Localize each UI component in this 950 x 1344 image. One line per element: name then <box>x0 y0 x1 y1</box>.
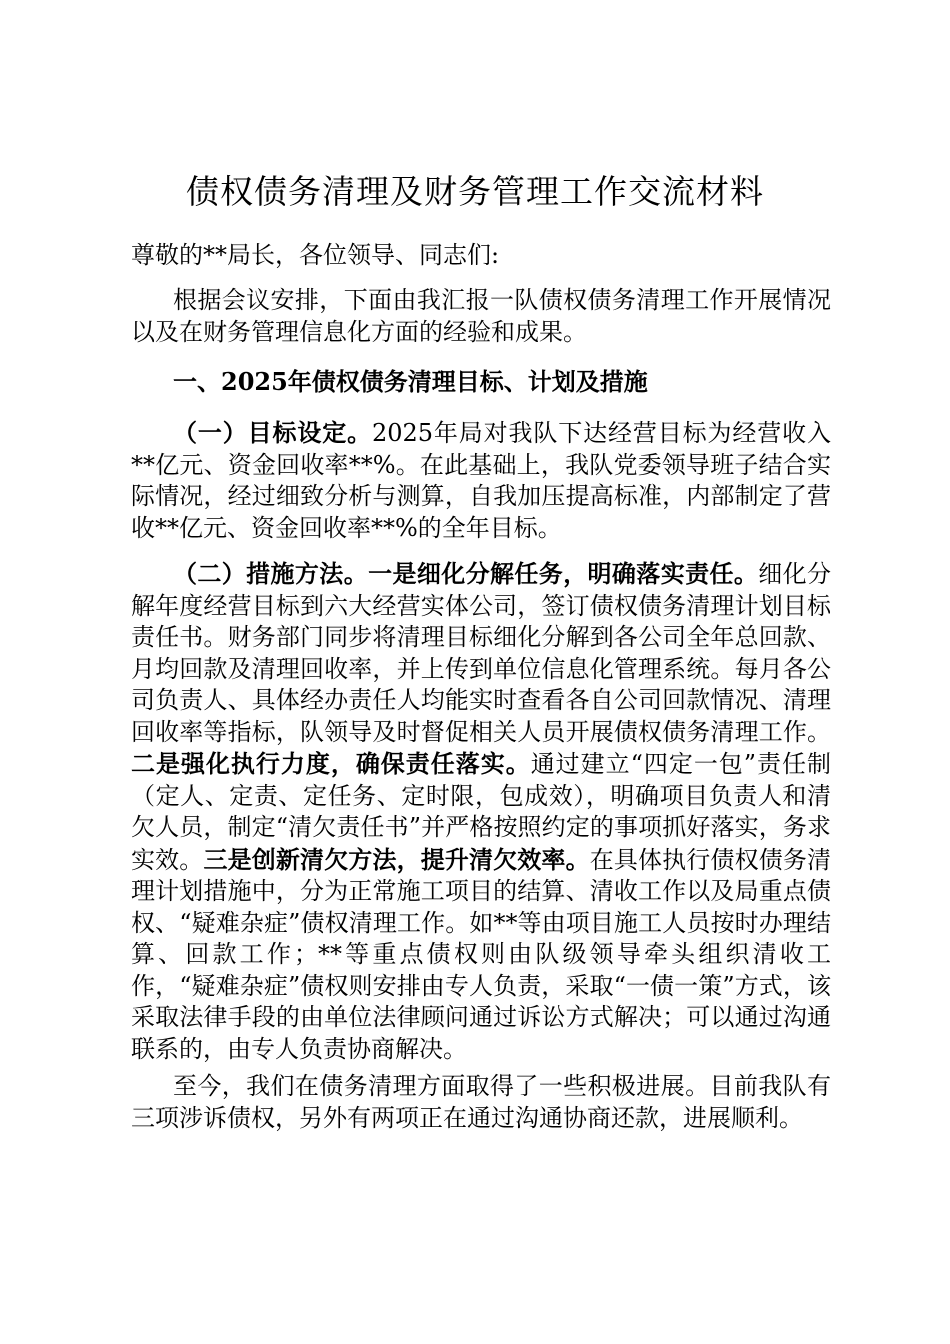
measure-point-2-body: 通过建立“四定一包”责任制（定人、定责、定任务、定时限，包成效），明确项目负责人和清欠人员，制定“清欠责任书”并严格按照约定的事项抓好落实，务求实效。 <box>131 750 831 874</box>
measure-point-1-body: 细化分解年度经营目标到六大经营实体公司，签订债权债务清理计划目标责任书。财务部门同步将清理目标细化分解到各公司全年总回款、月均回款及清理回收率，并上传到单位信息化管理系统。每月各公司负责人、具体经办责任人均能实时查看各自公司回款情况、清理回收率等指标，队领导及时督促相关人员开展债权债务清理工作。 <box>131 560 832 746</box>
measures-paragraph <box>131 558 831 1065</box>
measures-label: （二）措施方法。 <box>173 559 369 588</box>
document-title: 债权债务清理及财务管理工作交流材料 <box>186 172 764 211</box>
target-label: （一）目标设定。 <box>173 418 372 447</box>
progress-paragraph: 至今，我们在债务清理方面取得了一些积极进展。目前我队有三项涉诉债权，另外有两项正在通过沟通协商还款，进展顺利。 <box>131 1072 831 1132</box>
measure-point-3-body: 在具体执行债权债务清理计划措施中，分为正常施工项目的结算、清收工作以及局重点债权、“疑难杂症”债权清理工作。如**等由项目施工人员按时办理结算、回款工作；**等重点债权则由队级领导牵头组织清收工作，“疑难杂症”债权则安排由专人负责，采取“一债一策”方式，该采取法律手段的由单位法律顾问通过诉讼方式解决；可以通过沟通联系的，由专人负责协商解决。 <box>131 845 832 1063</box>
salutation: 尊敬的**局长，各位领导、同志们: <box>131 241 500 269</box>
measure-point-3-title: 三是创新清欠方法，提升清欠效率。 <box>203 844 590 874</box>
measure-point-2-title: 二是强化执行力度，确保责任落实。 <box>131 749 531 778</box>
measure-point-1-title: 一是细化分解任务，明确落实责任。 <box>368 559 759 588</box>
target-body: 2025年局对我队下达经营目标为经营收入**亿元、资金回收率**%。在此基础上，我队党委领导班子结合实际情况，经过细致分析与测算，自我加压提高标准，内部制定了营收**亿元、资金回收率**%的全年目标。 <box>131 419 832 542</box>
section-heading-1: 一、2025年债权债务清理目标、计划及措施 <box>173 367 648 396</box>
target-paragraph <box>131 417 831 544</box>
intro-paragraph: 根据会议安排，下面由我汇报一队债权债务清理工作开展情况以及在财务管理信息化方面的经验和成果。 <box>131 286 831 346</box>
